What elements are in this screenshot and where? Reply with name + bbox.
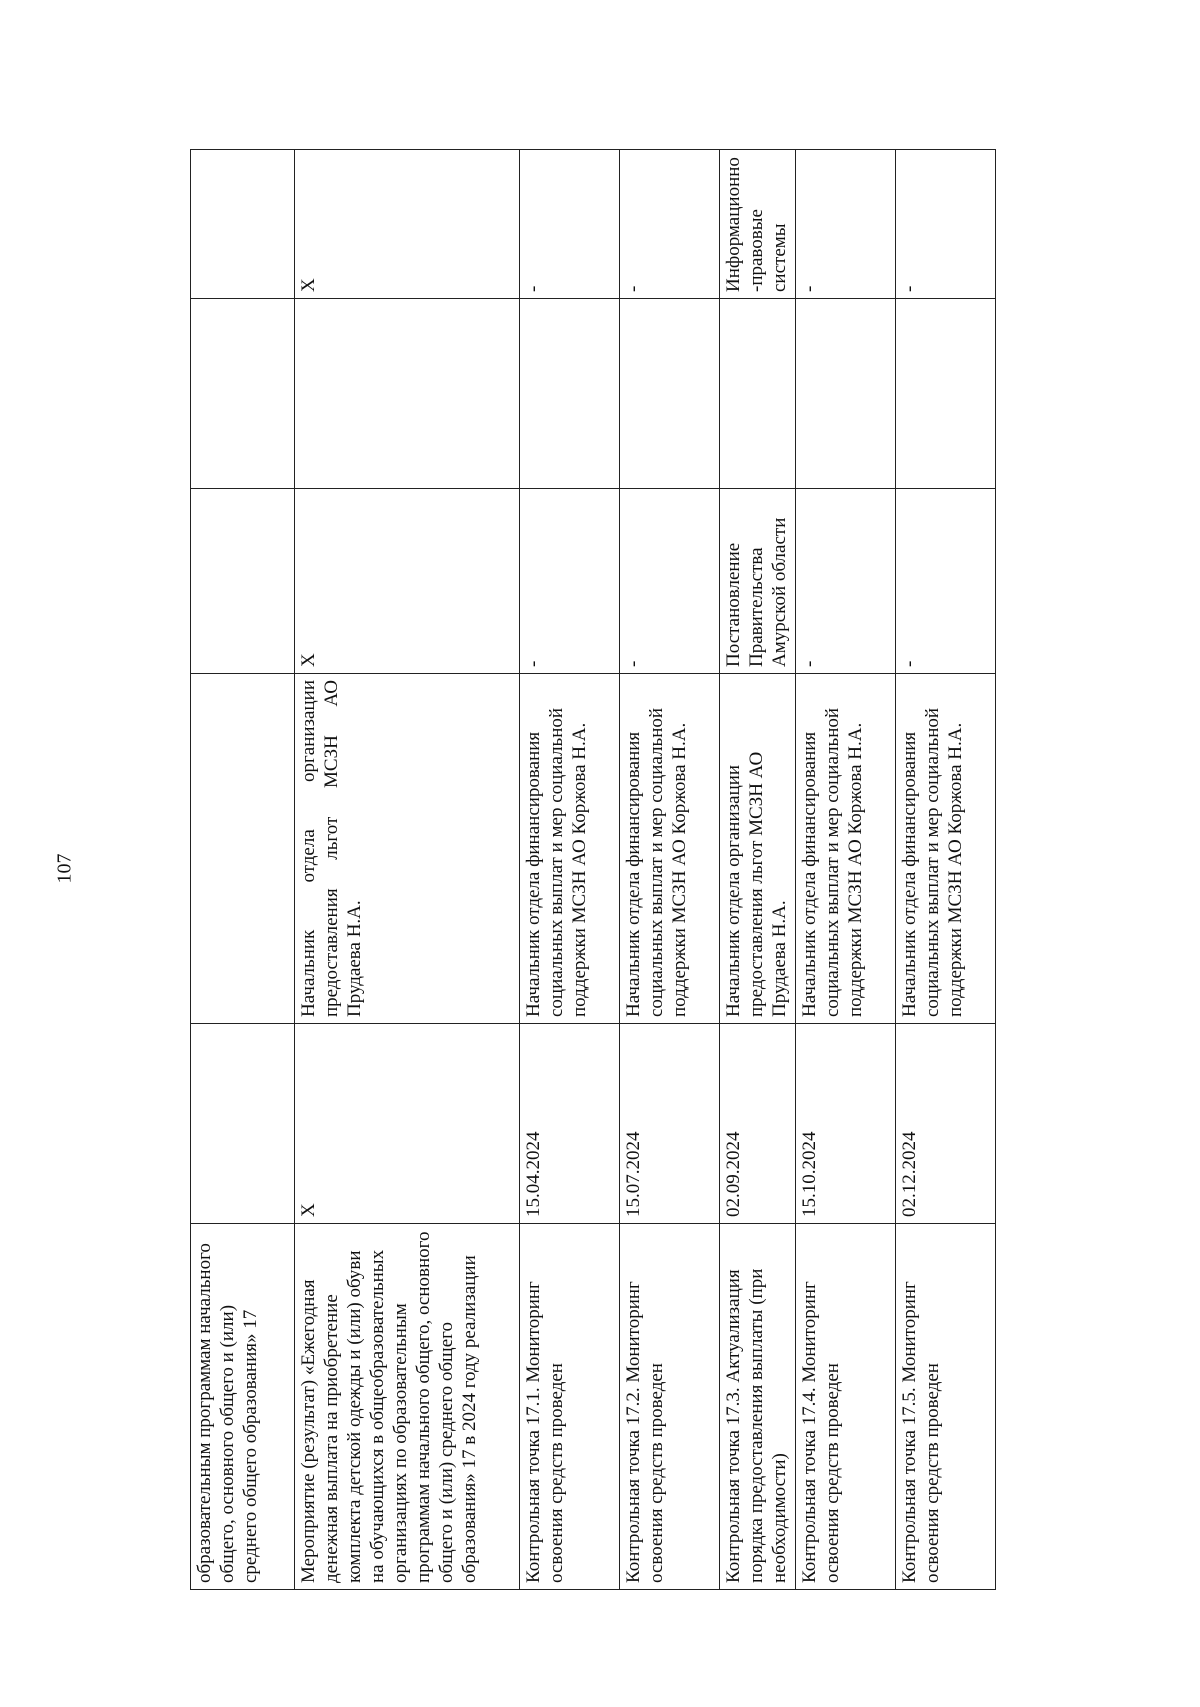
row0-date xyxy=(191,1024,295,1224)
row2-responsible: Начальник отдела финансирования социальных выплат и мер социальной поддержки МСЗН АО Коржова Н.А. xyxy=(520,674,620,1024)
row5-date: 15.10.2024 xyxy=(796,1024,896,1224)
row3-responsible: Начальник отдела финансирования социальных выплат и мер социальной поддержки МСЗН АО Коржова Н.А. xyxy=(620,674,720,1024)
row3-date: 15.07.2024 xyxy=(620,1024,720,1224)
row6-empty xyxy=(896,299,996,489)
table-row xyxy=(796,150,896,1590)
row2-empty xyxy=(520,299,620,489)
row5-responsible: Начальник отдела финансирования социальных выплат и мер социальной поддержки МСЗН АО Коржова Н.А. xyxy=(796,674,896,1024)
row1-responsible: Начальник отдела организации предоставления льгот МСЗН АО Прудаева Н.А. xyxy=(295,674,520,1024)
table-row xyxy=(191,150,295,1590)
row4-date: 02.09.2024 xyxy=(720,1024,796,1224)
row1-date: Х xyxy=(295,1024,520,1224)
row5-name: Контрольная точка 17.4. Мониторинг освоения средств проведен xyxy=(796,1224,896,1590)
row3-system: - xyxy=(620,150,720,299)
row6-responsible: Начальник отдела финансирования социальных выплат и мер социальной поддержки МСЗН АО Коржова Н.А. xyxy=(896,674,996,1024)
row1-name: Мероприятие (результат) «Ежегодная денежная выплата на приобретение комплекта детской одежды и (или) обуви на обучающихся в общеобразовательных организациях по образовательным программам начального общего, основного общего и (или) среднего общего образования» 17 в 2024 году реализации xyxy=(295,1224,520,1590)
row0-document xyxy=(191,489,295,674)
table-row xyxy=(896,150,996,1590)
row0-name: образовательным программам начального общего, основного общего и (или) среднего общего образования» 17 xyxy=(191,1224,295,1590)
row3-empty xyxy=(620,299,720,489)
table-row xyxy=(295,150,520,1590)
row5-document: - xyxy=(796,489,896,674)
row1-document: Х xyxy=(295,489,520,674)
page-number xyxy=(50,852,80,884)
row6-name: Контрольная точка 17.5. Мониторинг освоения средств проведен xyxy=(896,1224,996,1590)
row0-responsible xyxy=(191,674,295,1024)
table-row xyxy=(720,150,796,1590)
row0-system xyxy=(191,150,295,299)
rotated-table-wrapper xyxy=(190,150,1070,1590)
row5-system: - xyxy=(796,150,896,299)
row3-name: Контрольная точка 17.2. Мониторинг освоения средств проведен xyxy=(620,1224,720,1590)
row6-document: - xyxy=(896,489,996,674)
row2-name: Контрольная точка 17.1. Мониторинг освоения средств проведен xyxy=(520,1224,620,1590)
row2-document: - xyxy=(520,489,620,674)
page-number-text: 107 xyxy=(53,853,76,883)
row2-date: 15.04.2024 xyxy=(520,1024,620,1224)
row4-empty xyxy=(720,299,796,489)
row4-system: Информационно-правовые системы xyxy=(720,150,796,299)
row6-system: - xyxy=(896,150,996,299)
row4-responsible: Начальник отдела организации предоставления льгот МСЗН АО Прудаева Н.А. xyxy=(720,674,796,1024)
row4-name: Контрольная точка 17.3. Актуализация порядка предоставления выплаты (при необходимости) xyxy=(720,1224,796,1590)
table-row xyxy=(520,150,620,1590)
events-table xyxy=(190,149,996,1590)
row5-empty xyxy=(796,299,896,489)
row2-system: - xyxy=(520,150,620,299)
row1-system: Х xyxy=(295,150,520,299)
row1-empty xyxy=(295,299,520,489)
row4-document: Постановление Правительства Амурской области xyxy=(720,489,796,674)
row6-date: 02.12.2024 xyxy=(896,1024,996,1224)
table-row xyxy=(620,150,720,1590)
row3-document: - xyxy=(620,489,720,674)
row0-empty xyxy=(191,299,295,489)
